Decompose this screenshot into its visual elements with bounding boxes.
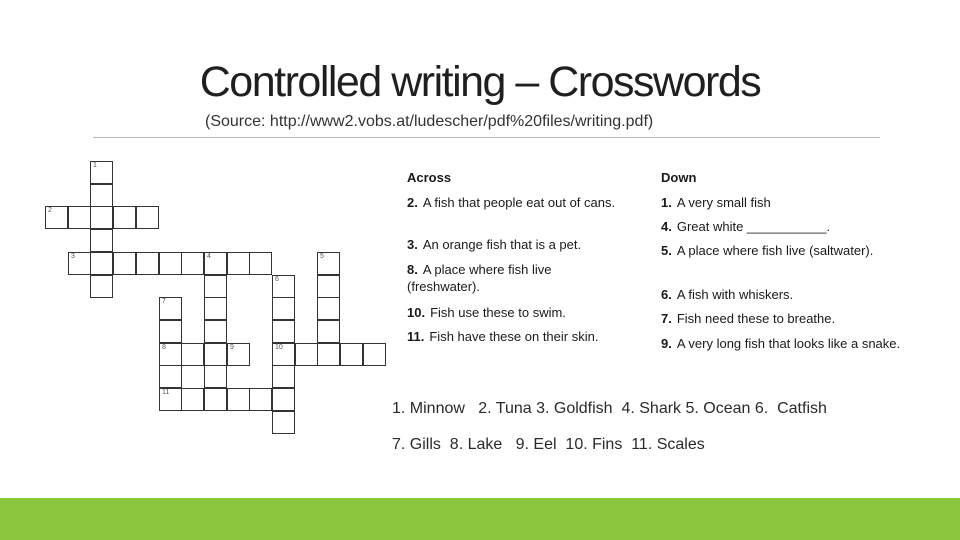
crossword-cell [249,252,272,275]
clue-number: 5. [661,243,672,258]
crossword-cell [227,388,250,411]
clue-number: 6. [661,287,672,302]
title-divider [93,137,880,138]
cell-number: 11 [162,389,170,396]
crossword-cell [68,206,91,229]
clue-item [661,218,901,235]
clue-item [407,261,627,295]
down-heading: Down [661,170,697,185]
crossword-cell [90,275,113,298]
cell-number: 4 [207,253,211,260]
clue-item [407,304,627,321]
crossword-cell [90,161,113,184]
crossword-cell [295,343,318,366]
crossword-cell [363,343,386,366]
crossword-cell [272,411,295,434]
crossword-cell [317,320,340,343]
clue-number: 1. [661,195,672,210]
cell-number: 10 [275,344,283,351]
clue-text: Fish have these on their skin. [429,329,599,344]
clue-number: 9. [661,336,672,351]
footer-bar [0,498,960,540]
answer-key-line-1: 1. Minnow 2. Tuna 3. Goldfish 4. Shark 5. Ocean 6. Catfish [392,400,827,417]
clue-number: 8. [407,262,418,277]
crossword-cell [45,206,68,229]
crossword-cell [272,388,295,411]
crossword-cell [204,275,227,298]
clue-item [661,242,901,259]
crossword-cell [90,252,113,275]
page-title: Controlled writing – Crosswords [199,58,761,106]
crossword-cell [272,320,295,343]
crossword-cell [159,365,182,388]
cell-number: 3 [71,253,75,260]
crossword-cell [159,388,182,411]
clue-text: A fish with whiskers. [676,287,794,302]
clue-item [661,194,901,211]
clue-text: Great white ___________. [676,219,831,234]
across-heading: Across [407,170,452,185]
crossword-cell [68,252,91,275]
crossword-cell [317,297,340,320]
crossword-cell [159,343,182,366]
clue-item [661,335,901,352]
clue-text: Fish use these to swim. [430,305,566,320]
crossword-cell [272,275,295,298]
clue-item [661,286,901,303]
crossword-cell [227,252,250,275]
crossword-cell [204,365,227,388]
crossword-cell [181,252,204,275]
clue-item [407,328,627,345]
cell-number: 8 [162,344,166,351]
crossword-cell [90,229,113,252]
crossword-cell [113,252,136,275]
answer-key-line-2: 7. Gills 8. Lake 9. Eel 10. Fins 11. Scales [392,436,705,453]
crossword-cell [159,320,182,343]
crossword-cell [90,206,113,229]
crossword-cell [204,343,227,366]
crossword-cell [181,343,204,366]
cell-number: 9 [230,344,234,351]
clue-text: A place where fish live (saltwater). [676,243,874,258]
crossword-cell [90,184,113,207]
clue-number: 4. [661,219,672,234]
cell-number: 7 [162,298,166,305]
crossword-cell [113,206,136,229]
clue-item [407,236,627,253]
clue-text: A very small fish [676,195,771,210]
clue-text: A fish that people eat out of cans. [422,195,616,210]
crossword-cell [340,343,363,366]
crossword-cell [181,388,204,411]
clue-number: 3. [407,237,418,252]
crossword-cell [317,275,340,298]
clue-number: 11. [407,329,425,344]
cell-number: 2 [48,207,52,214]
clue-text: A place where fish live (freshwater). [407,262,552,294]
cell-number: 6 [275,276,279,283]
crossword-cell [272,365,295,388]
clue-text: Fish need these to breathe. [676,311,836,326]
crossword-cell [317,343,340,366]
crossword-cell [272,343,295,366]
clue-item [661,310,901,327]
crossword-cell [204,320,227,343]
cell-number: 1 [93,162,97,169]
crossword-cell [249,388,272,411]
crossword-cell [204,252,227,275]
clue-text: An orange fish that is a pet. [422,237,582,252]
clue-number: 2. [407,195,418,210]
crossword-cell [136,252,159,275]
cell-number: 5 [320,253,324,260]
crossword-cell [136,206,159,229]
crossword-cell [227,343,250,366]
source-citation: (Source: http://www2.vobs.at/ludescher/pdf%20files/writing.pdf) [205,113,654,130]
crossword-cell [159,297,182,320]
crossword-cell [204,297,227,320]
clue-item [407,194,627,211]
clue-number: 7. [661,311,672,326]
crossword-cell [317,252,340,275]
clue-text: A very long fish that looks like a snake. [676,336,901,351]
crossword-cell [272,297,295,320]
crossword-cell [159,252,182,275]
crossword-cell [204,388,227,411]
clue-number: 10. [407,305,426,320]
